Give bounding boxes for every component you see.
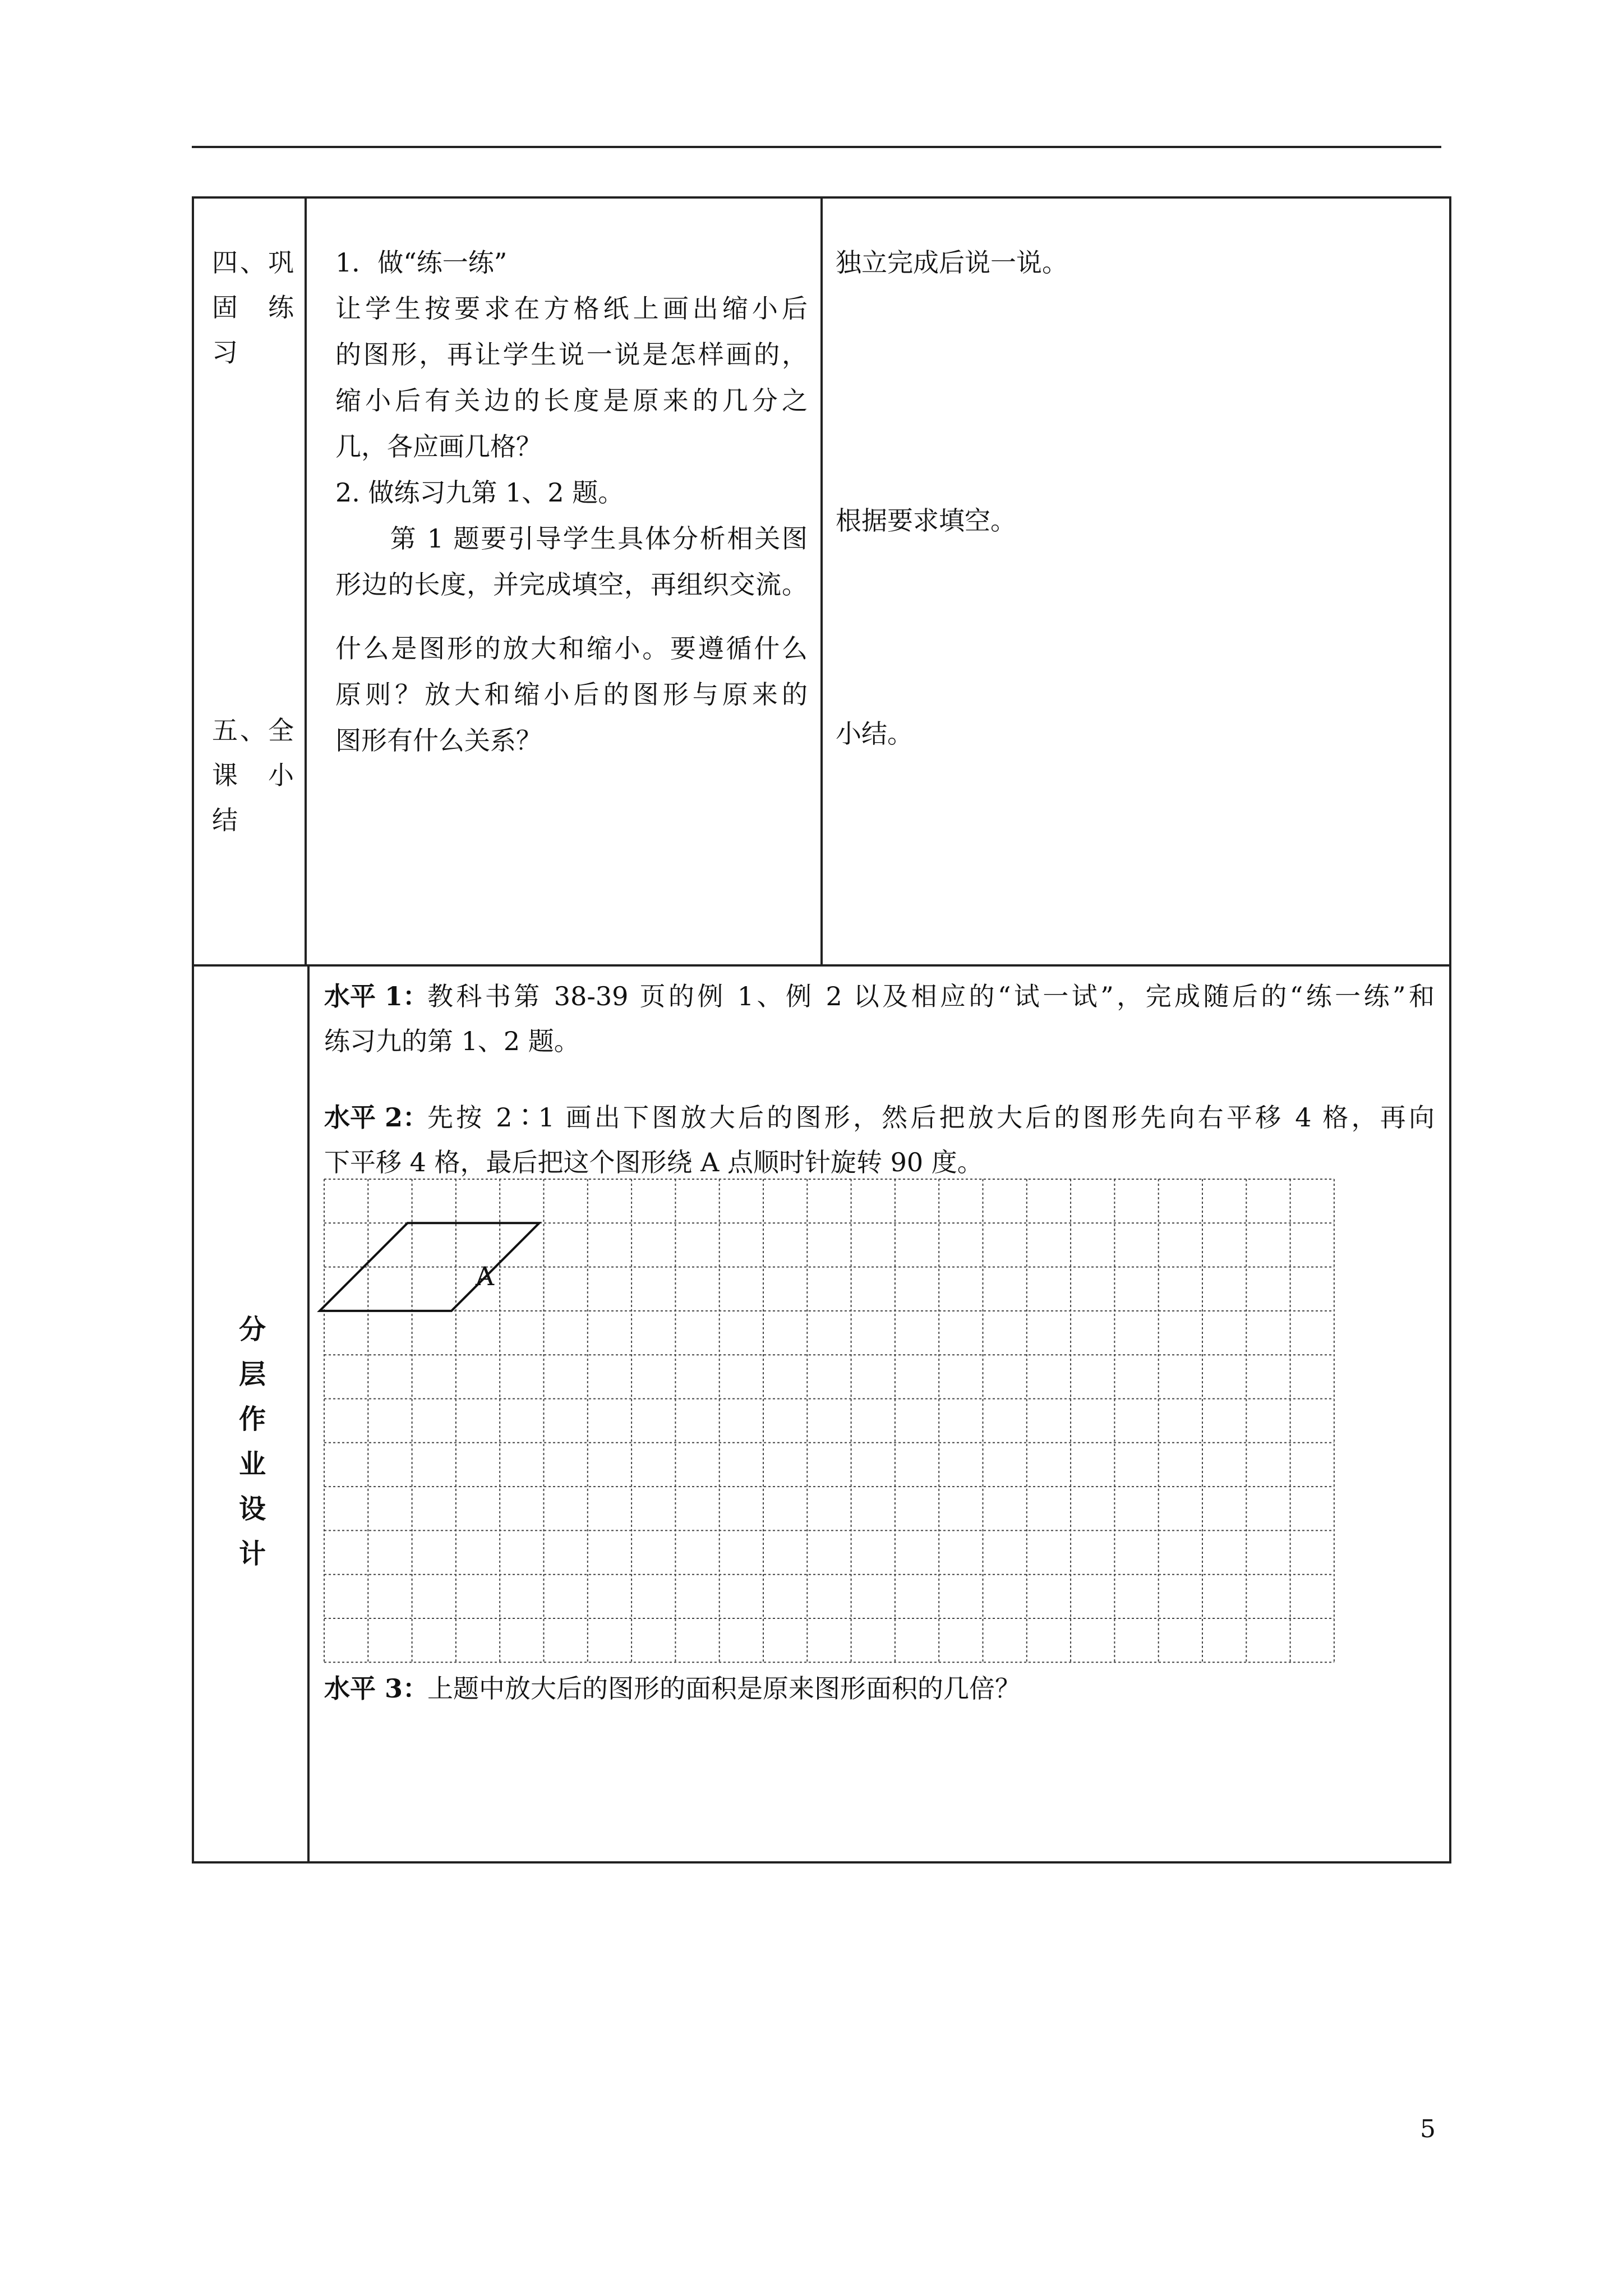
- teacher-line: 缩小后有关边的长度是原来的几分之: [335, 385, 808, 416]
- teacher-line: 的图形，再让学生说一说是怎样画的，: [335, 339, 808, 370]
- level-title: 水平 2：: [324, 1102, 429, 1133]
- level-title: 水平 1：: [324, 981, 429, 1011]
- label-char: 作: [238, 1404, 266, 1435]
- stage-label-line: 习: [212, 337, 238, 367]
- level-text: 教科书第 38-39 页的例 1、例 2 以及相应的“试一试”，完成随后的“练一练”和: [427, 981, 1435, 1011]
- level-text: 下平移 4 格，最后把这个图形绕 A 点顺时针旋转 90 度。: [324, 1147, 983, 1177]
- student-line: 根据要求填空。: [836, 505, 1016, 536]
- label-char: 设: [238, 1493, 266, 1525]
- stage-label-line: 固 练: [212, 292, 294, 323]
- teacher-line: 形边的长度，并完成填空，再组织交流。: [335, 569, 808, 600]
- level-text: 练习九的第 1、2 题。: [324, 1026, 580, 1056]
- level-title: 水平 3：: [324, 1673, 429, 1704]
- label-char: 业: [238, 1448, 266, 1480]
- teacher-line: 原则？放大和缩小后的图形与原来的: [335, 679, 808, 710]
- teacher-line: 2. 做练习九第 1、2 题。: [335, 477, 624, 508]
- stage-label-line: 结: [212, 805, 238, 835]
- student-line: 小结。: [836, 719, 913, 749]
- label-char: 分: [238, 1314, 266, 1345]
- teacher-line: 让学生按要求在方格纸上画出缩小后: [335, 293, 808, 324]
- label-char: 层: [238, 1359, 266, 1390]
- teacher-line: 1．做“练一练”: [335, 247, 508, 278]
- student-line: 独立完成后说一说。: [836, 247, 1068, 278]
- level-text: 先按 2∶1 画出下图放大后的图形，然后把放大后的图形先向右平移 4 格，再向: [427, 1102, 1435, 1133]
- label-char: 计: [238, 1538, 266, 1570]
- stage-label-line: 四、巩: [212, 247, 294, 278]
- teacher-line: 什么是图形的放大和缩小。要遵循什么: [335, 633, 808, 664]
- level-text: 上题中放大后的图形的面积是原来图形面积的几倍？: [427, 1673, 1021, 1704]
- point-a-label: A: [475, 1260, 495, 1291]
- page-number: 5: [1420, 2115, 1436, 2143]
- teacher-line: 图形有什么关系？: [335, 725, 542, 756]
- stage-label-line: 五、全: [212, 715, 294, 746]
- teacher-line: 几，各应画几格？: [335, 431, 542, 462]
- stage-label-line: 课 小: [212, 760, 294, 790]
- teacher-line: 第 1 题要引导学生具体分析相关图: [335, 523, 808, 554]
